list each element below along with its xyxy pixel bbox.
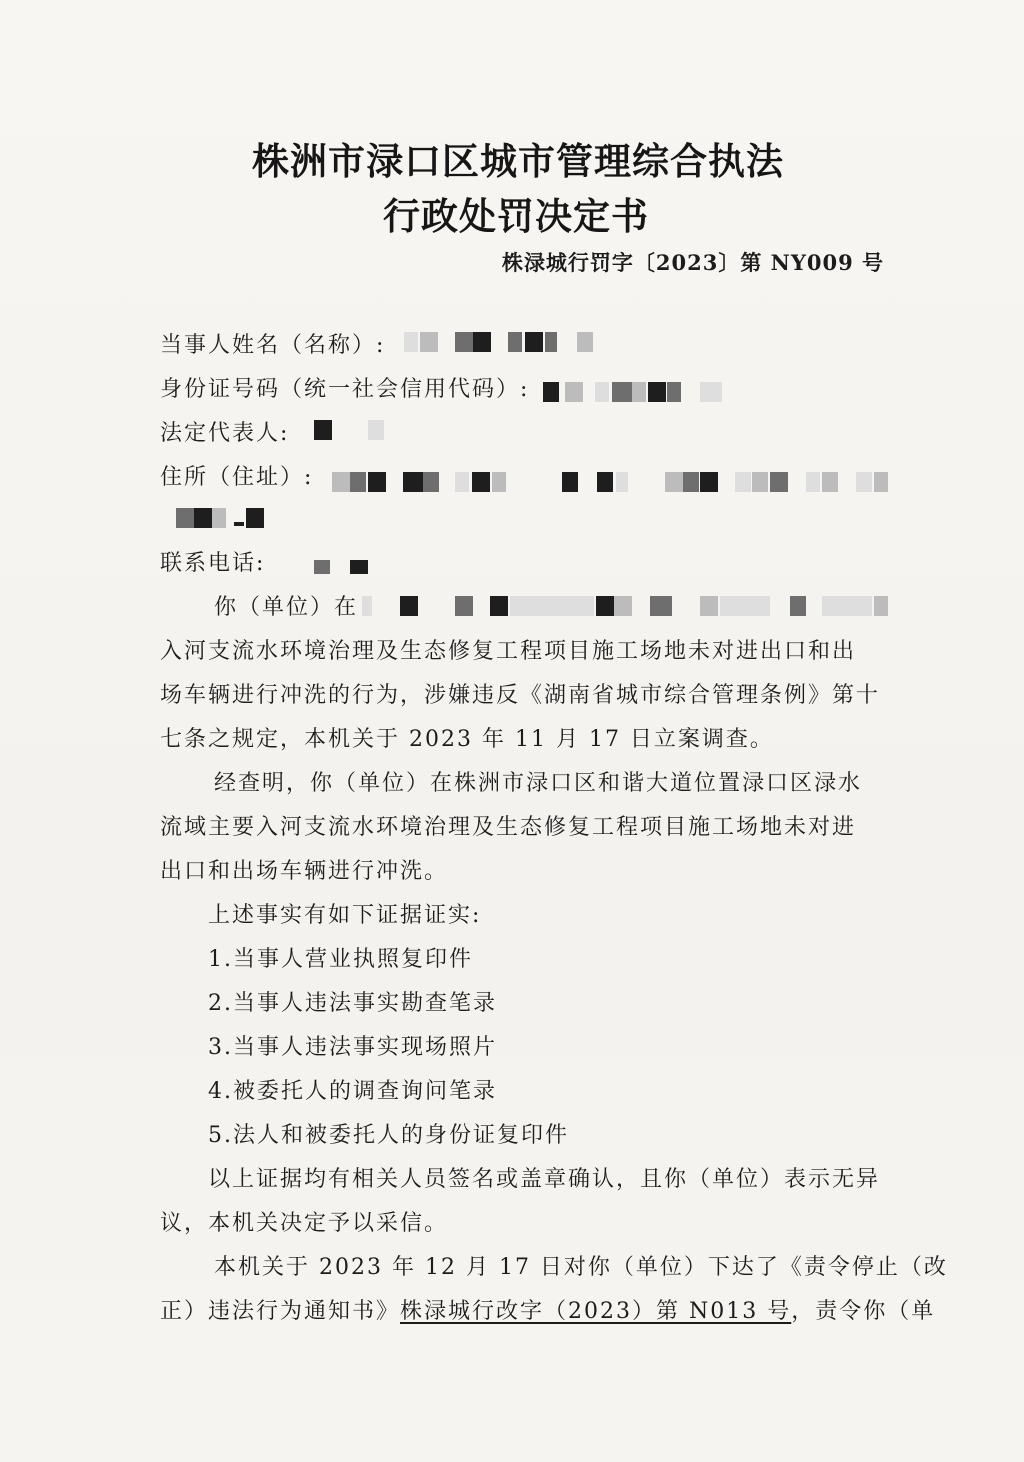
redaction [683,472,699,492]
para2-line1: 经查明，你（单位）在株洲市渌口区和谐大道位置渌口区渌水 [214,771,863,796]
para4-line1: 本机关于 2023 年 12 月 17 日对你（单位）下达了《责令停止（改 [214,1255,948,1280]
evidence-item: 2.当事人违法事实勘查笔录 [208,991,497,1016]
redaction [543,382,559,402]
redaction [473,332,491,352]
redaction [368,472,386,492]
redaction [508,332,522,352]
redaction [362,596,372,616]
redaction [246,508,264,528]
redaction [176,508,194,528]
redaction [648,382,666,402]
redaction [455,596,473,616]
redaction [423,472,439,492]
para4-text-a: 正）违法行为通知书》 [160,1299,401,1324]
redaction [525,332,543,352]
para4-text-c: ，责令你（单 [791,1299,936,1324]
redaction [472,472,490,492]
redaction [332,472,350,492]
redaction [752,472,768,492]
para1-line4: 七条之规定，本机关于 2023 年 11 月 17 日立案调查。 [160,727,774,752]
redaction [790,596,806,616]
redaction [545,332,557,352]
para3-line2: 议，本机关决定予以采信。 [160,1211,449,1236]
redaction [492,472,506,492]
redaction [314,420,332,440]
redaction [822,472,838,492]
evidence-intro: 上述事实有如下证据证实: [208,903,482,928]
redaction [565,382,583,402]
redaction [616,472,628,492]
redaction [650,596,672,616]
legal-rep-label: 法定代表人: [160,421,290,446]
redaction [403,472,423,492]
phone-label: 联系电话: [160,551,266,576]
redaction [700,472,718,492]
redaction [577,332,593,352]
redaction [350,560,368,574]
redaction [420,332,438,352]
redaction [234,522,244,526]
redaction [614,596,632,616]
redaction [400,596,418,616]
para1-line1: 你（单位）在 [214,595,359,620]
evidence-item: 1.当事人营业执照复印件 [208,947,473,972]
redaction [404,332,418,352]
document-title-line2: 行政处罚决定书 [383,194,649,238]
redaction [194,508,212,528]
redaction [595,382,609,402]
redaction [368,420,384,440]
redaction [874,472,888,492]
redaction [700,382,722,402]
redaction [735,472,751,492]
redaction [632,382,646,402]
evidence-item: 3.当事人违法事实现场照片 [208,1035,497,1060]
redaction [612,382,632,402]
redaction [874,596,888,616]
address-label: 住所（住址）: [160,465,314,490]
document-number: 株渌城行罚字〔2023〕第 NY009 号 [501,250,884,275]
para4-line2 [160,1294,935,1325]
redaction [770,472,788,492]
para3-line1: 以上证据均有相关人员签名或盖章确认，且你（单位）表示无异 [208,1167,881,1192]
correction-notice-number: 株渌城行改字（2023）第 N013 号 [400,1299,792,1324]
redaction [720,596,770,616]
redaction [455,332,473,352]
party-name-label: 当事人姓名（名称）: [160,333,386,358]
evidence-item: 5.法人和被委托人的身份证复印件 [208,1123,569,1148]
redaction [314,560,330,574]
redaction [665,472,683,492]
redaction [490,596,508,616]
redaction [700,596,718,616]
para2-line2: 流域主要入河支流水环境治理及生态修复工程项目施工场地未对进 [160,815,857,840]
redaction [510,596,594,616]
party-id-label: 身份证号码（统一社会信用代码）: [160,377,530,402]
redaction [455,472,469,492]
redaction [856,472,872,492]
document-title-line1: 株洲市渌口区城市管理综合执法 [252,139,784,183]
redaction [562,472,578,492]
para1-line2: 入河支流水环境治理及生态修复工程项目施工场地未对进出口和出 [160,639,857,664]
evidence-item: 4.被委托人的调查询问笔录 [208,1079,497,1104]
redaction [822,596,872,616]
para2-line3: 出口和出场车辆进行冲洗。 [160,859,449,884]
redaction [596,596,614,616]
redaction [806,472,820,492]
redaction [350,472,366,492]
redaction [212,508,226,528]
para1-line3: 场车辆进行冲洗的行为，涉嫌违反《湖南省城市综合管理条例》第十 [160,683,881,708]
redaction [597,472,613,492]
redaction [667,382,681,402]
